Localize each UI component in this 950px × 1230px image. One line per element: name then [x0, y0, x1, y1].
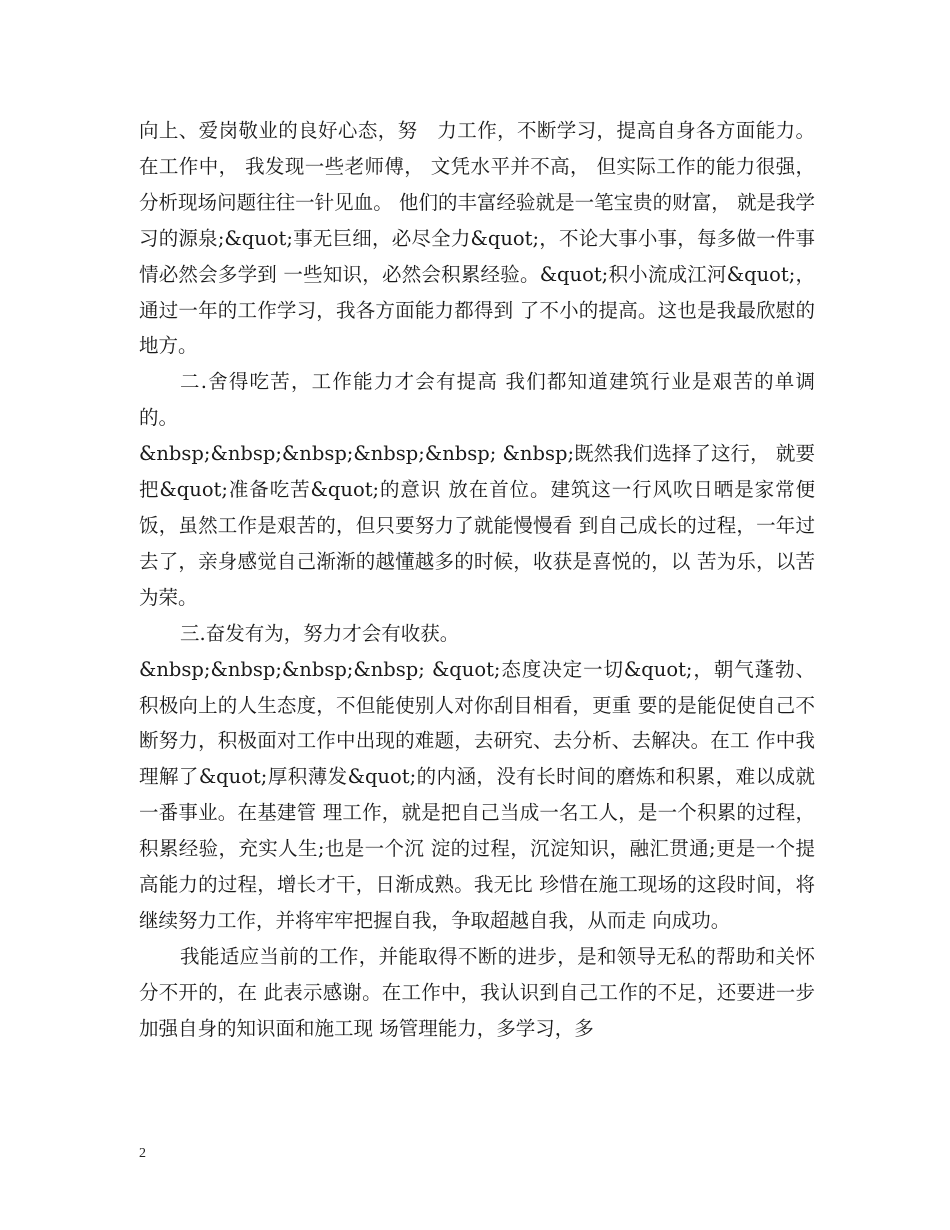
paragraph-closing: 我能适应当前的工作，并能取得不断的进步，是和领导无私的帮助和关怀分不开的，在 此表示感谢。在工作中，我认识到自己工作的不足，还要进一步加强自身的知识面和施工现 场管理能力，多学习，多	[139, 944, 815, 1040]
page-number: 2	[139, 1146, 146, 1161]
paragraph-section-two-body: &nbsp;&nbsp;&nbsp;&nbsp;&nbsp; &nbsp;既然我们选择了这行， 就要把&quot;准备吃苦&quot;的意识 放在首位。建筑这一行风吹日晒是家常便饭，虽然工作是艰苦的，但只要努力了就能慢慢看 到自己成长的过程，一年过去了，亲身感觉自己渐渐的越懂越多的时候，收获是喜悦的，以 苦为乐，以苦为荣。	[139, 442, 815, 609]
paragraph-section-two-heading: 二.舍得吃苦，工作能力才会有提高 我们都知道建筑行业是艰苦的单调的。	[139, 370, 815, 430]
paragraph-section-three-body: &nbsp;&nbsp;&nbsp;&nbsp; &quot;态度决定一切&quot;，朝气蓬勃、积极向上的人生态度，不但能使别人对你刮目相看，更重 要的是能促使自己不断努力，积极面对工作中出现的难题，去研究、去分析、去解决。在工 作中我理解了&quot;厚积薄发&quot;的内涵，没有长时间的磨炼和积累，难以成就一番事业。在基建管 理工作，就是把自己当成一名工人，是一个积累的过程，积累经验，充实人生;也是一个沉 淀的过程，沉淀知识，融汇贯通;更是一个提高能力的过程，增长才干，日渐成熟。我无比 珍惜在施工现场的这段时间，将继续努力工作，并将牢牢把握自我，争取超越自我，从而走 向成功。	[139, 657, 815, 932]
document-body	[139, 113, 815, 1047]
paragraph-section-three-heading: 三.奋发有为，努力才会有收获。	[180, 621, 460, 645]
paragraph-continuation: 向上、爱岗敬业的良好心态，努 力工作，不断学习，提高自身各方面能力。 在工作中， 我发现一些老师傅， 文凭水平并不高， 但实际工作的能力很强， 分析现场问题往往一针见血。 他们的丰富经验就是一笔宝贵的财富， 就是我学习的源泉;&quot;事无巨细，必尽全力&quot;，不论大事小事，每多做一件事情必然会多学到 一些知识，必然会积累经验。&quot;积小流成江河&quot;，通过一年的工作学习，我各方面能力都得到 了不小的提高。这也是我最欣慰的地方。	[139, 119, 815, 358]
